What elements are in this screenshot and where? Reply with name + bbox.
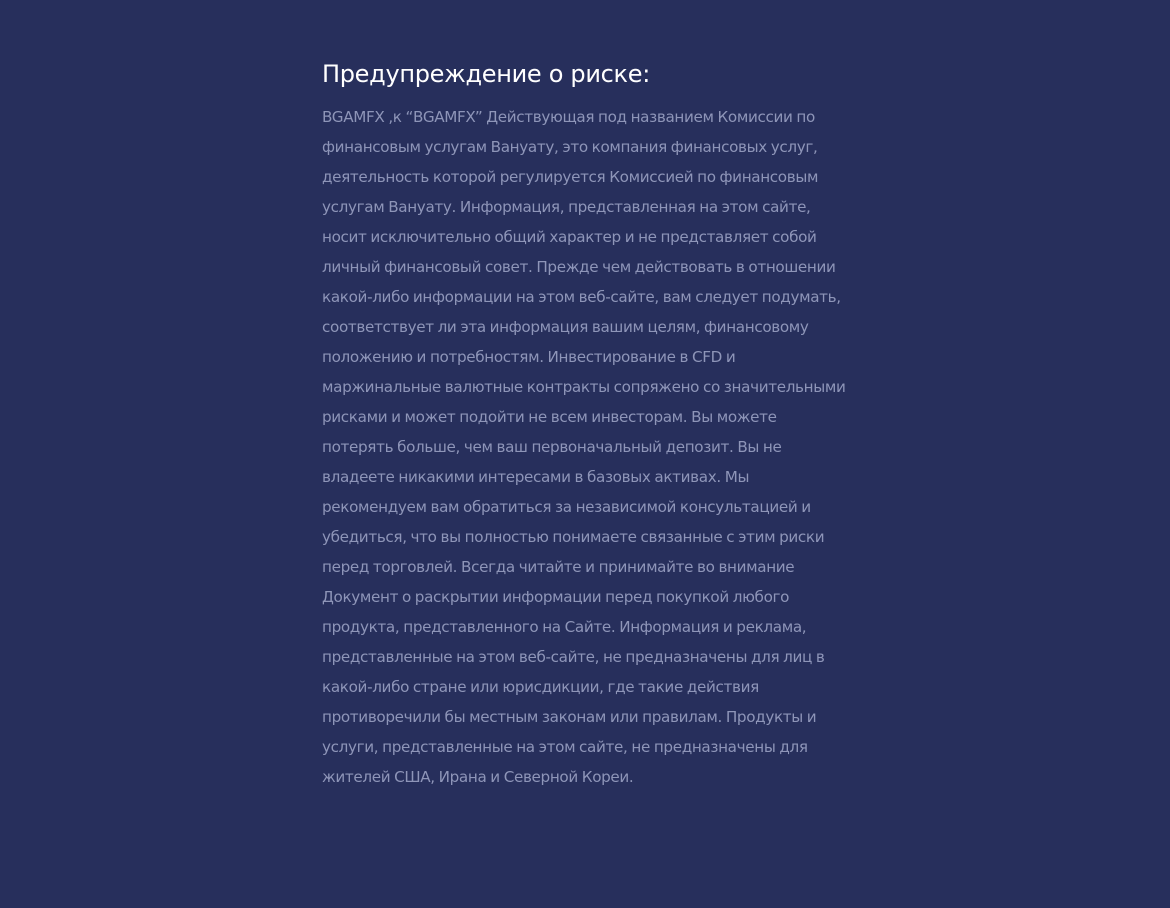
risk-warning-title: Предупреждение о риске: xyxy=(322,60,650,88)
risk-warning-section xyxy=(322,56,850,792)
risk-warning-text: BGAMFX ,к “BGAMFX” Действующая под названием Комиссии по финансовым услугам Вануату, это компания финансовых услуг, деятельность которой регулируется Комиссией по финансовым услугам Вануату. Информация, представленная на этом сайте, носит исключительно общий характер и не представляет собой личный финансовый совет. Прежде чем действовать в отношении какой-либо информации на этом веб-сайте, вам следует подумать, соответствует ли эта информация вашим целям, финансовому положению и потребностям. Инвестирование в CFD и маржинальные валютные контракты сопряжено со значительными рисками и может подойти не всем инвесторам. Вы можете потерять больше, чем ваш первоначальный депозит. Вы не владеете никакими интересами в базовых активах. Мы рекомендуем вам обратиться за независимой консультацией и убедиться, что вы полностью понимаете связанные с этим риски перед торговлей. Всегда читайте и принимайте во внимание Документ о раскрытии информации перед покупкой любого продукта, представленного на Сайте. Информация и реклама, представленные на этом веб-сайте, не предназначены для лиц в какой-либо стране или юрисдикции, где такие действия противоречили бы местным законам или правилам. Продукты и услуги, представленные на этом сайте, не предназначены для жителей США, Ирана и Северной Кореи. xyxy=(322,108,846,786)
